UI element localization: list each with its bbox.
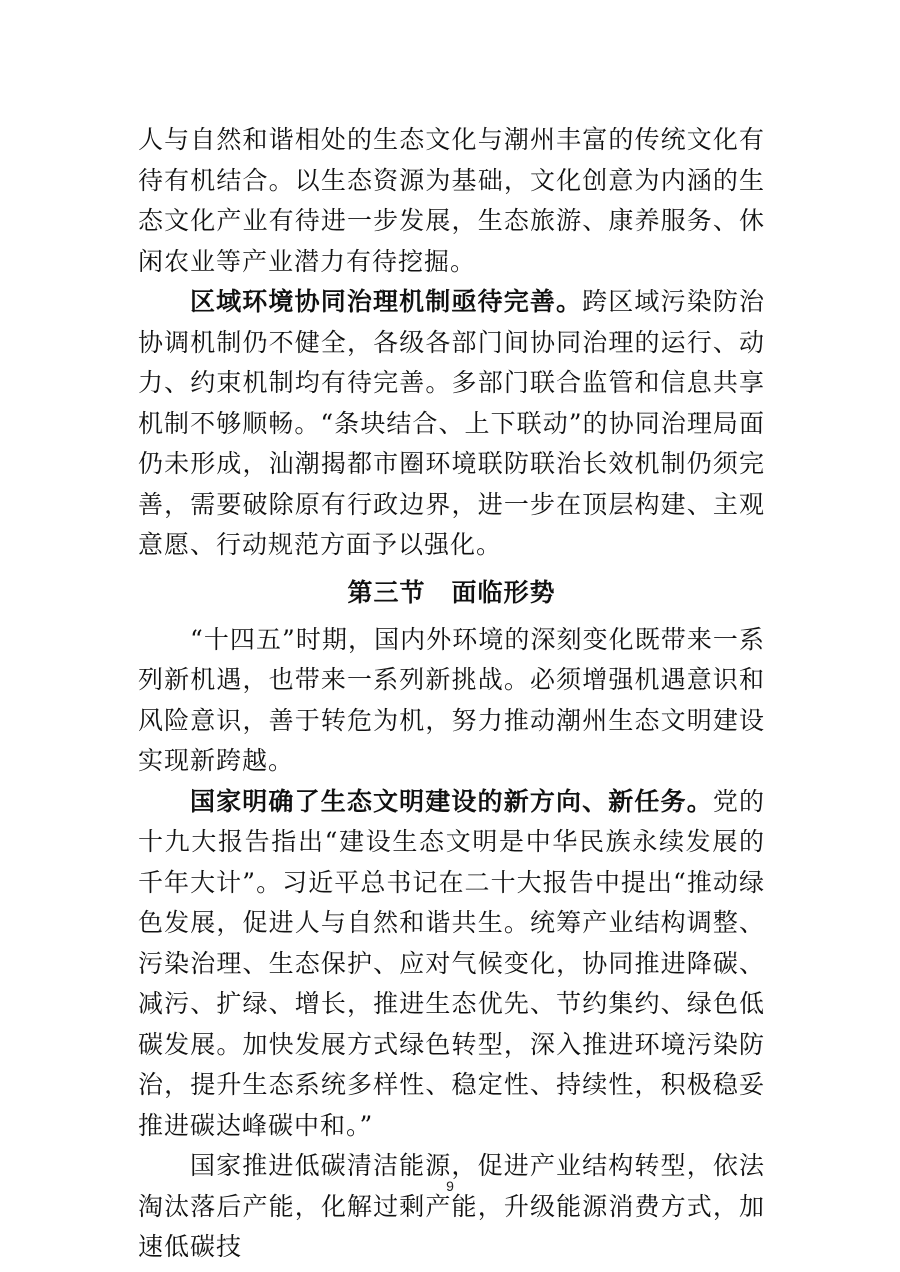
paragraph-body-regional-governance: 跨区域污染防治协调机制仍不健全，各级各部门间协同治理的运行、动力、约束机制均有待完善。多部门联合监管和信息共享机制不够顺畅。“条块结合、上下联动”的协同治理局面仍未形成，汕潮揭都市圈环境联防联治长效机制仍须完善，需要破除原有行政边界，进一步在顶层构建、主观意愿、行动规范方面予以强化。 [138, 287, 765, 559]
page-number: 9 [446, 1178, 454, 1194]
section-heading [138, 566, 765, 620]
paragraph-lead-national-direction: 国家明确了生态文明建设的新方向、新任务。 [190, 786, 713, 816]
paragraph-national-direction [138, 782, 765, 1147]
section-title: 面临形势 [451, 577, 556, 607]
section-number: 第三节 [347, 577, 426, 607]
paragraph-eco-culture: 人与自然和谐相处的生态文化与潮州丰富的传统文化有待有机结合。以生态资源为基础，文化创意为内涵的生态文化产业有待进一步发展，生态旅游、康养服务、休闲农业等产业潜力有待挖掘。 [138, 125, 765, 276]
document-page [138, 120, 765, 1268]
paragraph-low-carbon-energy: 国家推进低碳清洁能源，促进产业结构转型，依法淘汰落后产能，化解过剩产能，升级能源消费方式，加速低碳技 [138, 1151, 765, 1261]
paragraph-regional-governance [138, 282, 765, 566]
paragraph-14th-five-year: “十四五”时期，国内外环境的深刻变化既带来一系列新机遇，也带来一系列新挑战。必须增强机遇意识和风险意识，善于转危为机，努力推动潮州生态文明建设实现新跨越。 [138, 624, 765, 775]
paragraph-body-national-direction: 党的十九大报告指出“建设生态文明是中华民族永续发展的千年大计”。习近平总书记在二十大报告中提出“推动绿色发展，促进人与自然和谐共生。统筹产业结构调整、污染治理、生态保护、应对气候变化，协同推进降碳、减污、扩绿、增长，推进生态优先、节约集约、绿色低碳发展。加快发展方式绿色转型，深入推进环境污染防治，提升生态系统多样性、稳定性、持续性，积极稳妥推进碳达峰碳中和。” [138, 786, 765, 1140]
paragraph-lead-regional-governance: 区域环境协同治理机制亟待完善。 [190, 287, 583, 316]
